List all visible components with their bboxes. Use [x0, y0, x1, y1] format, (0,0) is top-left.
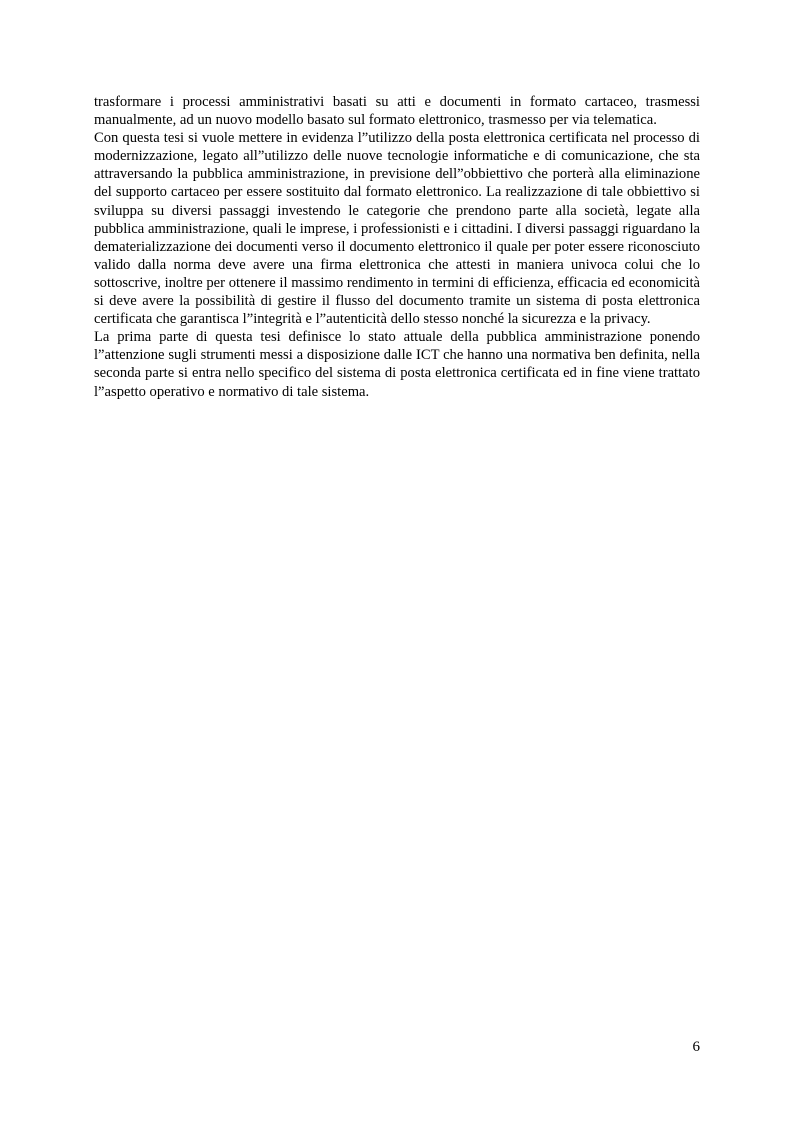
paragraph-intro-continuation: trasformare i processi amministrativi basati su atti e documenti in formato cartaceo, trasmessi manualmente, ad un nuovo modello basato sul formato elettronico, trasmesso per via telematica.	[94, 94, 700, 129]
page-number: 6	[692, 1039, 700, 1055]
body-text	[94, 93, 700, 401]
paragraph-thesis-purpose: Con questa tesi si vuole mettere in evidenza l”utilizzo della posta elettronica certificata nel processo di modernizzazione, legato all”utilizzo delle nuove tecnologie informatiche e di comunicazione, che sta attraversando la pubblica amministrazione, in previsione dell”obbiettivo che porterà alla eliminazione del supporto cartaceo per essere sostituito dal formato elettronico. La realizzazione di tale obbiettivo si sviluppa su diversi passaggi investendo le categorie che prendono parte alla società, legate alla pubblica amministrazione, quali le imprese, i professionisti e i cittadini. I diversi passaggi riguardano la dematerializzazione dei documenti verso il documento elettronico il quale per poter essere riconosciuto valido dalla norma deve avere una firma elettronica che attesti in maniera univoca colui che lo sottoscrive, inoltre per ottenere il massimo rendimento in termini di efficienza, efficacia ed economicità si deve avere la possibilità di gestire il flusso del documento tramite un sistema di posta elettronica certificata che garantisca l”integrità e l”autenticità dello stesso nonché la sicurezza e la privacy.	[94, 130, 700, 328]
paragraph-thesis-structure: La prima parte di questa tesi definisce lo stato attuale della pubblica amministrazione ponendo l”attenzione sugli strumenti messi a disposizione dalle ICT che hanno una normativa ben definita, nella seconda parte si entra nello specifico del sistema di posta elettronica certificata ed in fine viene trattato l”aspetto operativo e normativo di tale sistema.	[94, 329, 700, 400]
